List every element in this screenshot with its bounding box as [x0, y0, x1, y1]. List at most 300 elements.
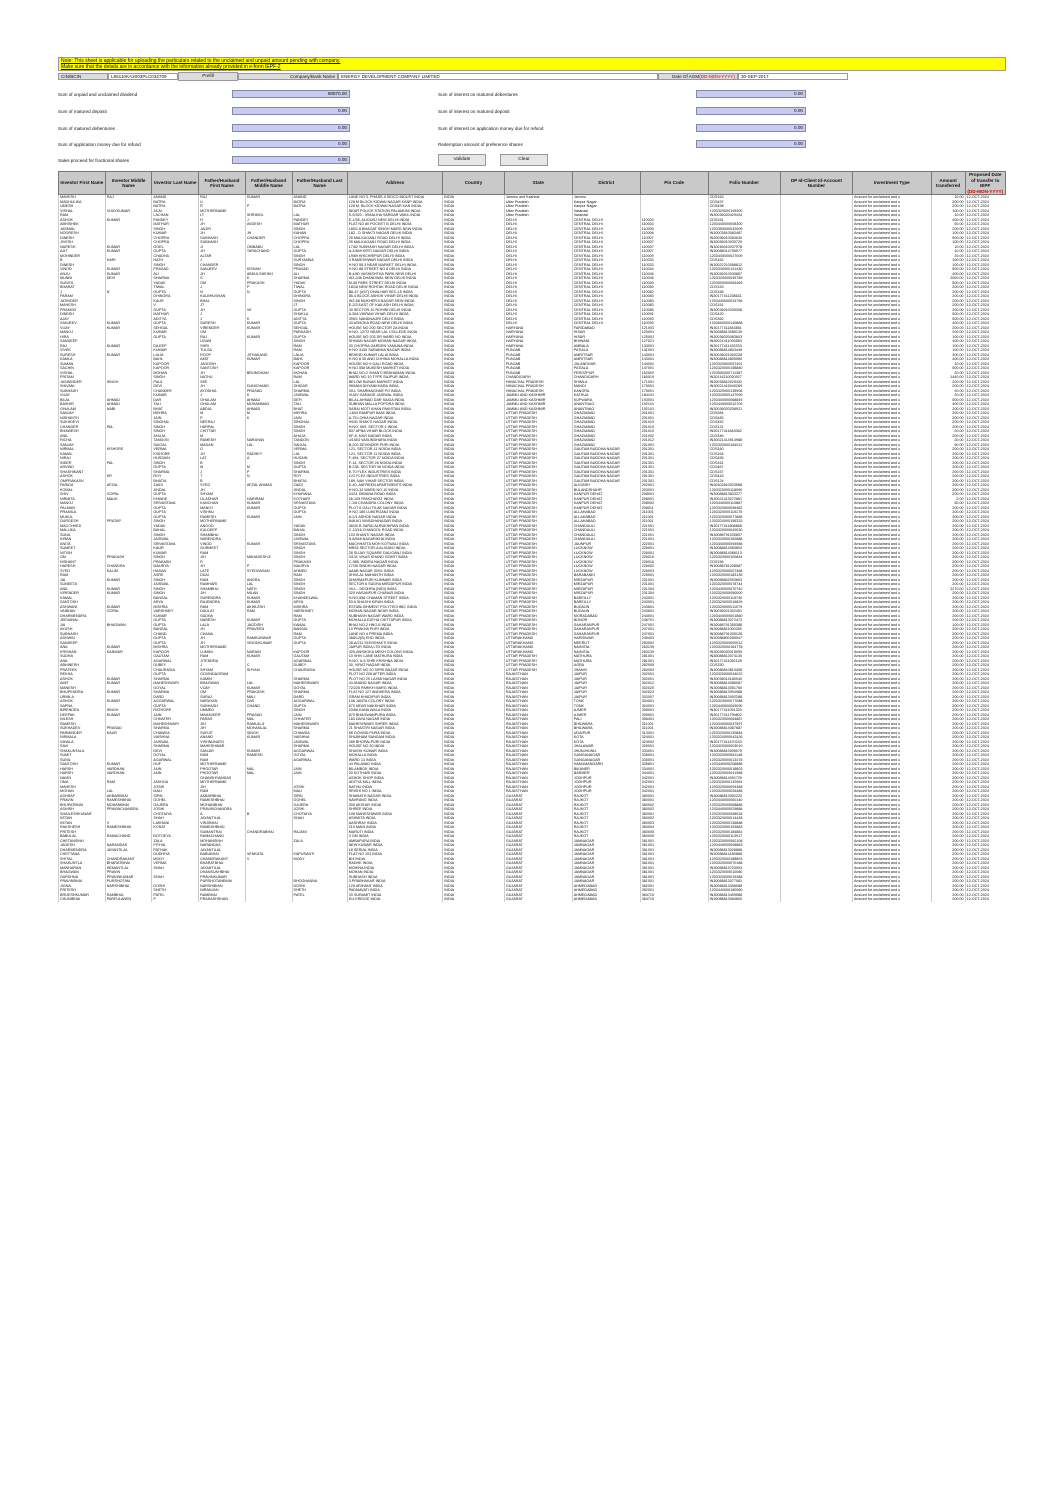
table-cell[interactable]: UTTAR PRADESH	[504, 668, 572, 673]
table-cell[interactable]: 200.00	[931, 695, 965, 700]
table-cell[interactable]: 12-OCT-2024	[965, 627, 1005, 632]
table-cell[interactable]: Amount for unclaimed and u	[853, 731, 932, 736]
table-cell[interactable]: 12-OCT-2024	[965, 488, 1005, 493]
table-cell[interactable]: 12-OCT-2024	[965, 578, 1005, 583]
table-cell[interactable]: Amount for unclaimed and u	[853, 825, 932, 830]
table-cell[interactable]: PRAKASH	[245, 690, 292, 695]
table-cell[interactable]: 364710	[640, 897, 708, 902]
table-cell[interactable]: HANUMANGARH	[572, 762, 640, 767]
table-cell[interactable]: 12-OCT-2024	[965, 267, 1005, 272]
table-cell[interactable]: SUMANTRAI	[199, 830, 246, 835]
table-cell[interactable]: SUBHASH	[199, 240, 246, 245]
table-cell[interactable]: GUPTA	[152, 618, 199, 623]
table-cell[interactable]: 400.00	[931, 272, 965, 277]
table-cell[interactable]: SHASHI KUMAR INDIA	[347, 749, 443, 754]
table-cell[interactable]: 200.00	[931, 654, 965, 659]
table-cell[interactable]: ZAIDI	[152, 483, 199, 488]
table-cell[interactable]: PRAVEEN	[245, 627, 292, 632]
table-cell[interactable]: 208002	[640, 501, 708, 506]
table-cell[interactable]: ASHISH	[59, 807, 106, 812]
table-cell[interactable]: RAJKOT	[572, 812, 640, 817]
table-cell[interactable]: Amount for unclaimed and u	[853, 573, 932, 578]
table-cell[interactable]: 200.00	[931, 537, 965, 542]
table-cell[interactable]: PRASAD	[292, 267, 347, 272]
table-cell[interactable]: SHIVAM NAGAR MOHAN NAGAR INDIA	[347, 339, 443, 344]
table-cell[interactable]: B/4 INDIA	[347, 857, 443, 862]
table-cell[interactable]: 1203440000029888	[708, 807, 780, 812]
table-cell[interactable]: 200.00	[931, 816, 965, 821]
table-cell[interactable]: RAM	[199, 578, 246, 583]
table-cell[interactable]: Amount for unclaimed and u	[853, 344, 932, 349]
table-cell[interactable]: A-2/1 ASHOK NAGAR INDIA	[347, 515, 443, 520]
table-cell[interactable]: INDIA	[443, 771, 505, 776]
table-cell[interactable]: GUPTA	[152, 641, 199, 646]
table-cell[interactable]: 281001	[640, 654, 708, 659]
table-cell[interactable]: CDS330	[708, 663, 780, 668]
table-cell[interactable]: VILL - DEOHRA (NIDI) INDIA	[347, 587, 443, 592]
table-cell[interactable]: JAIN	[292, 515, 347, 520]
table-cell[interactable]: 19 PRAKHA PURI INDIA	[347, 627, 443, 632]
table-cell[interactable]: 12-OCT-2024	[965, 843, 1005, 848]
table-cell[interactable]: DEVI	[152, 384, 199, 389]
table-cell[interactable]: UTTAR PRADESH	[504, 411, 572, 416]
table-cell[interactable]: CHOPRA	[152, 236, 199, 241]
table-cell[interactable]: MANHARAN	[59, 866, 106, 871]
table-cell[interactable]: V	[105, 821, 152, 826]
table-cell[interactable]: IN30088813833377	[708, 492, 780, 497]
table-cell[interactable]: 305 AKSHAY INDIA	[347, 803, 443, 808]
table-cell[interactable]: INDIA	[443, 821, 505, 826]
table-cell[interactable]: SRIVASTAVA	[152, 501, 199, 506]
table-cell[interactable]: GUJARAT	[504, 839, 572, 844]
table-cell[interactable]: Amount for unclaimed and u	[853, 357, 932, 362]
table-cell[interactable]: 200.00	[931, 411, 965, 416]
table-cell[interactable]: MALI	[245, 695, 292, 700]
table-cell[interactable]: VARDHAN	[105, 767, 152, 772]
table-cell[interactable]: Amount for unclaimed and u	[853, 231, 932, 236]
table-cell[interactable]: 200.00	[931, 636, 965, 641]
table-cell[interactable]: J	[199, 663, 246, 668]
table-cell[interactable]: INDIA	[443, 258, 505, 263]
table-cell[interactable]: NABI	[105, 407, 152, 412]
table-cell[interactable]: INDIA	[443, 785, 505, 790]
table-cell[interactable]: VIJAY GARAGE JAISWAL INDIA	[347, 393, 443, 398]
table-cell[interactable]: 200.00	[931, 299, 965, 304]
table-cell[interactable]: 200.00	[931, 204, 965, 209]
table-cell[interactable]: RAJKOT	[572, 798, 640, 803]
table-cell[interactable]: JAISWAL	[152, 740, 199, 745]
table-cell[interactable]: 221001	[640, 528, 708, 533]
table-cell[interactable]: JODHPUR	[572, 776, 640, 781]
table-cell[interactable]: IN30302810023588	[708, 483, 780, 488]
table-cell[interactable]: 12-OCT-2024	[965, 618, 1005, 623]
table-cell[interactable]: YADAV	[152, 524, 199, 529]
table-cell[interactable]: RAJKOT	[572, 807, 640, 812]
table-cell[interactable]: 85-4 BLOCK ASHOK VIHAR DELHI INDIA	[347, 294, 443, 299]
table-cell[interactable]: RAMESHBHAI	[105, 798, 152, 803]
table-cell[interactable]: JODHPUR	[572, 785, 640, 790]
table-cell[interactable]: RAM	[245, 609, 292, 614]
table-cell[interactable]: 50.00	[931, 501, 965, 506]
table-cell[interactable]: 12-OCT-2024	[965, 839, 1005, 844]
table-cell[interactable]: JH	[199, 308, 246, 313]
table-cell[interactable]: GHULAM	[199, 402, 246, 407]
table-cell[interactable]: 1203440000012709	[708, 402, 780, 407]
table-cell[interactable]: Amount for unclaimed and u	[853, 470, 932, 475]
table-cell[interactable]: Amount for unclaimed and u	[853, 636, 932, 641]
table-cell[interactable]: Amount for unclaimed and u	[853, 213, 932, 218]
table-cell[interactable]: 200.00	[931, 303, 965, 308]
table-cell[interactable]: Amount for unclaimed and u	[853, 389, 932, 394]
table-cell[interactable]: LUMINI	[199, 650, 246, 655]
table-cell[interactable]: 12-OCT-2024	[965, 807, 1005, 812]
table-cell[interactable]: MARUTI INDIA	[347, 830, 443, 835]
table-cell[interactable]: INDIA	[443, 402, 505, 407]
table-cell[interactable]: INDIA	[443, 618, 505, 623]
table-cell[interactable]: AGARWAL	[152, 659, 199, 664]
table-cell[interactable]: Amount for unclaimed and u	[853, 758, 932, 763]
table-cell[interactable]: GAUTAM BUDDHA NAGAR	[572, 456, 640, 461]
table-cell[interactable]: 12-OCT-2024	[965, 726, 1005, 731]
table-cell[interactable]: Amount for unclaimed and u	[853, 249, 932, 254]
table-cell[interactable]: INDIA	[443, 587, 505, 592]
table-cell[interactable]: 12-OCT-2024	[965, 474, 1005, 479]
table-cell[interactable]: 12-OCT-2024	[965, 780, 1005, 785]
table-cell[interactable]: DOSHI	[152, 884, 199, 889]
table-cell[interactable]: MIRZAPUR	[572, 587, 640, 592]
table-cell[interactable]: ASHWIN	[59, 636, 106, 641]
table-cell[interactable]: RAM	[292, 614, 347, 619]
table-cell[interactable]: 20.00	[931, 438, 965, 443]
table-cell[interactable]: JH	[199, 222, 246, 227]
table-cell[interactable]: Varanasi	[572, 209, 640, 214]
table-cell[interactable]: 1203320000068888	[708, 803, 780, 808]
table-cell[interactable]: PURSHOTAM	[105, 879, 152, 884]
table-cell[interactable]: UTTAR PRADESH	[504, 474, 572, 479]
table-cell[interactable]: 201012	[640, 438, 708, 443]
table-cell[interactable]: 344001	[640, 771, 708, 776]
table-cell[interactable]: ANIL	[59, 645, 106, 650]
table-cell[interactable]: 12-OCT-2024	[965, 263, 1005, 268]
table-cell[interactable]: GUPTA	[292, 249, 347, 254]
table-cell[interactable]: MOTHERNAME	[199, 519, 246, 524]
table-cell[interactable]: 110050	[640, 285, 708, 290]
table-cell[interactable]: 200.00	[931, 645, 965, 650]
table-cell[interactable]: GAUTAM	[152, 654, 199, 659]
table-cell[interactable]: 362001	[640, 884, 708, 889]
table-cell[interactable]: Amount for unclaimed and u	[853, 591, 932, 596]
table-cell[interactable]: RAJASTHAN	[504, 780, 572, 785]
table-cell[interactable]: CHAWDA	[152, 731, 199, 736]
table-cell[interactable]: Amount for unclaimed and u	[853, 713, 932, 718]
table-cell[interactable]: Amount for unclaimed and u	[853, 465, 932, 470]
table-cell[interactable]: CENTRAL DELHI	[572, 263, 640, 268]
table-cell[interactable]: SHAKUNTLA	[59, 861, 106, 866]
table-cell[interactable]: RAKSHESH	[59, 825, 106, 830]
table-cell[interactable]: 1203320000184881	[708, 830, 780, 835]
table-cell[interactable]: 200.00	[931, 830, 965, 835]
table-cell[interactable]: 12-OCT-2024	[965, 501, 1005, 506]
table-cell[interactable]: 200.00	[931, 731, 965, 736]
table-cell[interactable]: UTTAR PRADESH	[504, 488, 572, 493]
table-cell[interactable]: Amount for unclaimed and u	[853, 519, 932, 524]
table-cell[interactable]: 200.00	[931, 560, 965, 565]
table-cell[interactable]: VISHAL	[59, 371, 106, 376]
table-cell[interactable]: 1203320000062108	[708, 839, 780, 844]
table-cell[interactable]: PRATEEK	[59, 668, 106, 673]
table-cell[interactable]: 12-OCT-2024	[965, 348, 1005, 353]
table-cell[interactable]: UTTAR PRADESH	[504, 519, 572, 524]
table-cell[interactable]: CHANDER	[245, 236, 292, 241]
table-cell[interactable]: GUPTA	[292, 636, 347, 641]
table-cell[interactable]: MOTHERNAME	[199, 645, 246, 650]
table-cell[interactable]: SINGH	[152, 519, 199, 524]
table-cell[interactable]: Jammu	[572, 195, 640, 200]
table-cell[interactable]: JAYANTILAL	[199, 816, 246, 821]
table-cell[interactable]: 152002	[640, 371, 708, 376]
table-cell[interactable]: K	[245, 317, 292, 322]
table-cell[interactable]: 200.00	[931, 681, 965, 686]
table-cell[interactable]: ASHOK	[59, 474, 106, 479]
table-cell[interactable]: 247001	[640, 623, 708, 628]
table-cell[interactable]: INDIA	[443, 893, 505, 898]
table-cell[interactable]: 200.00	[931, 807, 965, 812]
table-cell[interactable]: Amount for unclaimed and u	[853, 668, 932, 673]
table-cell[interactable]: SYED	[199, 483, 246, 488]
table-cell[interactable]: GUPTA	[152, 704, 199, 709]
table-cell[interactable]: 302020	[640, 686, 708, 691]
table-cell[interactable]: 12-OCT-2024	[965, 515, 1005, 520]
table-cell[interactable]: GHULAM	[199, 398, 246, 403]
table-cell[interactable]: Amount for unclaimed and u	[853, 771, 932, 776]
table-cell[interactable]: ARYA	[292, 600, 347, 605]
table-cell[interactable]: 12-OCT-2024	[965, 452, 1005, 457]
table-cell[interactable]: JAISWAL	[292, 740, 347, 745]
table-cell[interactable]: KAPOOR	[152, 650, 199, 655]
table-cell[interactable]: 12-OCT-2024	[965, 254, 1005, 259]
table-cell[interactable]: DELHI	[504, 218, 572, 223]
table-cell[interactable]: PRAVINKUMAR	[105, 875, 152, 880]
summary-right-value-1[interactable]: 0.00	[696, 107, 806, 115]
table-cell[interactable]: 200.00	[931, 888, 965, 893]
table-cell[interactable]: IN30088813051760	[708, 686, 780, 691]
table-cell[interactable]: INDIA	[443, 884, 505, 889]
table-cell[interactable]: 12-OCT-2024	[965, 834, 1005, 839]
table-cell[interactable]: 200.00	[931, 771, 965, 776]
table-cell[interactable]: 200.00	[931, 200, 965, 205]
table-cell[interactable]: BARABANKI	[572, 573, 640, 578]
table-cell[interactable]: Amount for unclaimed and u	[853, 452, 932, 457]
table-cell[interactable]: Amount for unclaimed and u	[853, 362, 932, 367]
table-cell[interactable]: SINGH	[292, 429, 347, 434]
table-cell[interactable]: P	[245, 564, 292, 569]
table-cell[interactable]: 200.00	[931, 857, 965, 862]
table-cell[interactable]: KULDEEP	[199, 528, 246, 533]
table-cell[interactable]: 100.00	[931, 335, 965, 340]
table-cell[interactable]: 200.00	[931, 609, 965, 614]
table-cell[interactable]: 19/69 KHICHRIPUR DELHI INDIA	[347, 254, 443, 259]
table-cell[interactable]: RAMESHBHAI	[199, 825, 246, 830]
table-cell[interactable]: UTTAR PRADESH	[504, 510, 572, 515]
table-cell[interactable]: 200.00	[931, 519, 965, 524]
table-cell[interactable]: RAJASTHAN	[504, 704, 572, 709]
table-cell[interactable]: Amount for unclaimed and u	[853, 650, 932, 655]
table-cell[interactable]: 1203320000119740	[708, 596, 780, 601]
table-cell[interactable]: JH	[199, 231, 246, 236]
table-cell[interactable]: CENTRAL DELHI	[572, 218, 640, 223]
table-cell[interactable]: 12-OCT-2024	[965, 812, 1005, 817]
table-cell[interactable]: 25 MALKAGANJ ROAD DELHI INDIA	[347, 236, 443, 241]
table-cell[interactable]: GUJARAT	[504, 879, 572, 884]
table-cell[interactable]: MALLIKA	[59, 528, 106, 533]
table-cell[interactable]: JH	[199, 488, 246, 493]
table-cell[interactable]: SHRI	[199, 344, 246, 349]
table-cell[interactable]: Amount for unclaimed and u	[853, 704, 932, 709]
table-cell[interactable]: GUPTA	[152, 492, 199, 497]
table-cell[interactable]: VENKATA	[245, 852, 292, 857]
table-cell[interactable]: BILAMBOK INDIA	[347, 767, 443, 772]
table-cell[interactable]: JAISWAL	[292, 537, 347, 542]
table-cell[interactable]: JOSHI	[152, 785, 199, 790]
table-cell[interactable]: 110003	[640, 222, 708, 227]
table-cell[interactable]: YADAV	[292, 524, 347, 529]
table-cell[interactable]: DHARMENDRA	[59, 614, 106, 619]
table-cell[interactable]: 201010	[640, 420, 708, 425]
table-cell[interactable]: JHALAWAR	[572, 744, 640, 749]
table-cell[interactable]: JAISWAL	[292, 393, 347, 398]
table-cell[interactable]: INDIA	[443, 290, 505, 295]
table-cell[interactable]: H.NO. 509, SECTOR 4 INDIA	[347, 425, 443, 430]
table-cell[interactable]: JAJU	[152, 209, 199, 214]
table-cell[interactable]	[780, 897, 852, 902]
table-cell[interactable]: 12-OCT-2024	[965, 866, 1005, 871]
table-cell[interactable]: KUMAR	[105, 591, 152, 596]
table-cell[interactable]: PHOOTAR	[199, 771, 246, 776]
table-cell[interactable]: IN30088814087687	[708, 726, 780, 731]
table-cell[interactable]: K	[245, 276, 292, 281]
table-cell[interactable]: Jammu and Kashmir	[504, 195, 572, 200]
table-cell[interactable]: 12-OCT-2024	[965, 326, 1005, 331]
table-cell[interactable]: IN30021413072861	[708, 497, 780, 502]
table-cell[interactable]: CDS346	[708, 434, 780, 439]
table-cell[interactable]: GURMEET	[199, 546, 246, 551]
table-cell[interactable]: Amount for unclaimed and u	[853, 708, 932, 713]
summary-left-value-2[interactable]: 0.00	[232, 124, 350, 132]
table-cell[interactable]: 3 OM INDIA	[347, 834, 443, 839]
table-cell[interactable]: JH	[245, 231, 292, 236]
table-cell[interactable]: VERMA	[152, 861, 199, 866]
table-cell[interactable]: Amount for unclaimed and u	[853, 524, 932, 529]
table-cell[interactable]: AMBAPURA INDIA	[347, 839, 443, 844]
table-cell[interactable]: NILESH	[59, 717, 106, 722]
table-cell[interactable]: Amount for unclaimed and u	[853, 551, 932, 556]
table-cell[interactable]: TONK	[572, 699, 640, 704]
table-cell[interactable]: KANCHAN	[199, 501, 246, 506]
table-cell[interactable]: INDIA	[443, 555, 505, 560]
table-cell[interactable]: IN30021411093583	[708, 339, 780, 344]
table-cell[interactable]: 1203440000008883	[708, 843, 780, 848]
table-cell[interactable]: MIRZAPUR	[572, 591, 640, 596]
table-cell[interactable]: IN30177411238631	[708, 294, 780, 299]
table-cell[interactable]: BANSAL	[292, 627, 347, 632]
table-cell[interactable]: INDIA	[443, 632, 505, 637]
table-cell[interactable]: TIWAL	[292, 285, 347, 290]
table-cell[interactable]: DILEEP	[152, 344, 199, 349]
table-cell[interactable]: URMILA	[59, 695, 106, 700]
table-cell[interactable]: UTTAR PRADESH	[504, 587, 572, 592]
table-cell[interactable]: ARVIND	[59, 465, 106, 470]
table-cell[interactable]: AHUJA	[292, 434, 347, 439]
table-cell[interactable]: UTTAR PRADESH	[504, 515, 572, 520]
table-cell[interactable]: INDIA	[443, 798, 505, 803]
table-cell[interactable]: RAMESH	[199, 515, 246, 520]
table-cell[interactable]: IN30022210088812	[708, 263, 780, 268]
table-cell[interactable]: IN30088802093803	[708, 578, 780, 583]
table-cell[interactable]: CENTRAL DELHI	[572, 222, 640, 227]
table-cell[interactable]: VARSHNEY	[152, 609, 199, 614]
table-cell[interactable]: SHARMA	[152, 677, 199, 682]
table-cell[interactable]: CHOPRA	[152, 240, 199, 245]
table-cell[interactable]: Amount for unclaimed and u	[853, 488, 932, 493]
table-cell[interactable]: 200.00	[931, 870, 965, 875]
table-cell[interactable]: 24/11 DIBIANA ROAD INDIA	[347, 492, 443, 497]
table-cell[interactable]: UTTARAKHAND	[504, 645, 572, 650]
table-cell[interactable]: MEERUT	[572, 641, 640, 646]
table-cell[interactable]: 1203440000034796	[708, 299, 780, 304]
table-cell[interactable]: LAKHANI	[152, 821, 199, 826]
table-cell[interactable]: RAJ	[199, 195, 246, 200]
table-cell[interactable]: DURGESH	[59, 519, 106, 524]
table-cell[interactable]: ALLAHABAD	[572, 515, 640, 520]
table-cell[interactable]: UTTAR PRADESH	[504, 506, 572, 511]
table-cell[interactable]: BASHIR	[59, 402, 106, 407]
table-cell[interactable]: H NO 8 30 AND CHHINA MOHALLA INDIA	[347, 357, 443, 362]
table-cell[interactable]: SHARMA	[292, 690, 347, 695]
table-cell[interactable]: 12-OCT-2024	[965, 245, 1005, 250]
table-cell[interactable]: MANESH	[59, 686, 106, 691]
table-cell[interactable]: 305001	[640, 713, 708, 718]
table-cell[interactable]: SYED	[59, 569, 106, 574]
table-cell[interactable]: 26-105 PANCHAYAT INDIA	[347, 497, 443, 502]
table-cell[interactable]: PRASAD	[245, 389, 292, 394]
table-cell[interactable]: ANANTNAG	[572, 402, 640, 407]
table-cell[interactable]: BIJNOR	[572, 618, 640, 623]
table-cell[interactable]: RAJASTHAN	[504, 713, 572, 718]
table-cell[interactable]: Amount for unclaimed and u	[853, 888, 932, 893]
table-cell[interactable]: KUMAR	[152, 551, 199, 556]
table-cell[interactable]: 125001	[640, 330, 708, 335]
table-cell[interactable]: 12-OCT-2024	[965, 321, 1005, 326]
table-cell[interactable]: JAMNAGAR	[572, 857, 640, 862]
table-cell[interactable]: PRAVIN	[59, 798, 106, 803]
table-cell[interactable]: VIJAY	[199, 686, 246, 691]
table-cell[interactable]: 12-OCT-2024	[965, 569, 1005, 574]
table-cell[interactable]: JAGESH	[59, 843, 106, 848]
table-cell[interactable]: 200.00	[931, 879, 965, 884]
table-cell[interactable]: BHAT	[152, 407, 199, 412]
table-cell[interactable]: YADAV	[292, 281, 347, 286]
table-cell[interactable]: INDIA	[443, 578, 505, 583]
table-cell[interactable]: SRIVASTAVA	[292, 542, 347, 547]
table-cell[interactable]: NARAYAN	[245, 438, 292, 443]
table-cell[interactable]: Amount for unclaimed and u	[853, 875, 932, 880]
table-cell[interactable]: SRISHI NO 1 INDIA	[347, 789, 443, 794]
table-cell[interactable]: GAUTAM BUDDHA NAGAR	[572, 447, 640, 452]
table-cell[interactable]: UTTAR PRADESH	[504, 609, 572, 614]
table-cell[interactable]: UTTAR PRADESH	[504, 537, 572, 542]
table-cell[interactable]: CHANDRAKANT	[105, 857, 152, 862]
table-cell[interactable]: Amount for unclaimed and u	[853, 299, 932, 304]
